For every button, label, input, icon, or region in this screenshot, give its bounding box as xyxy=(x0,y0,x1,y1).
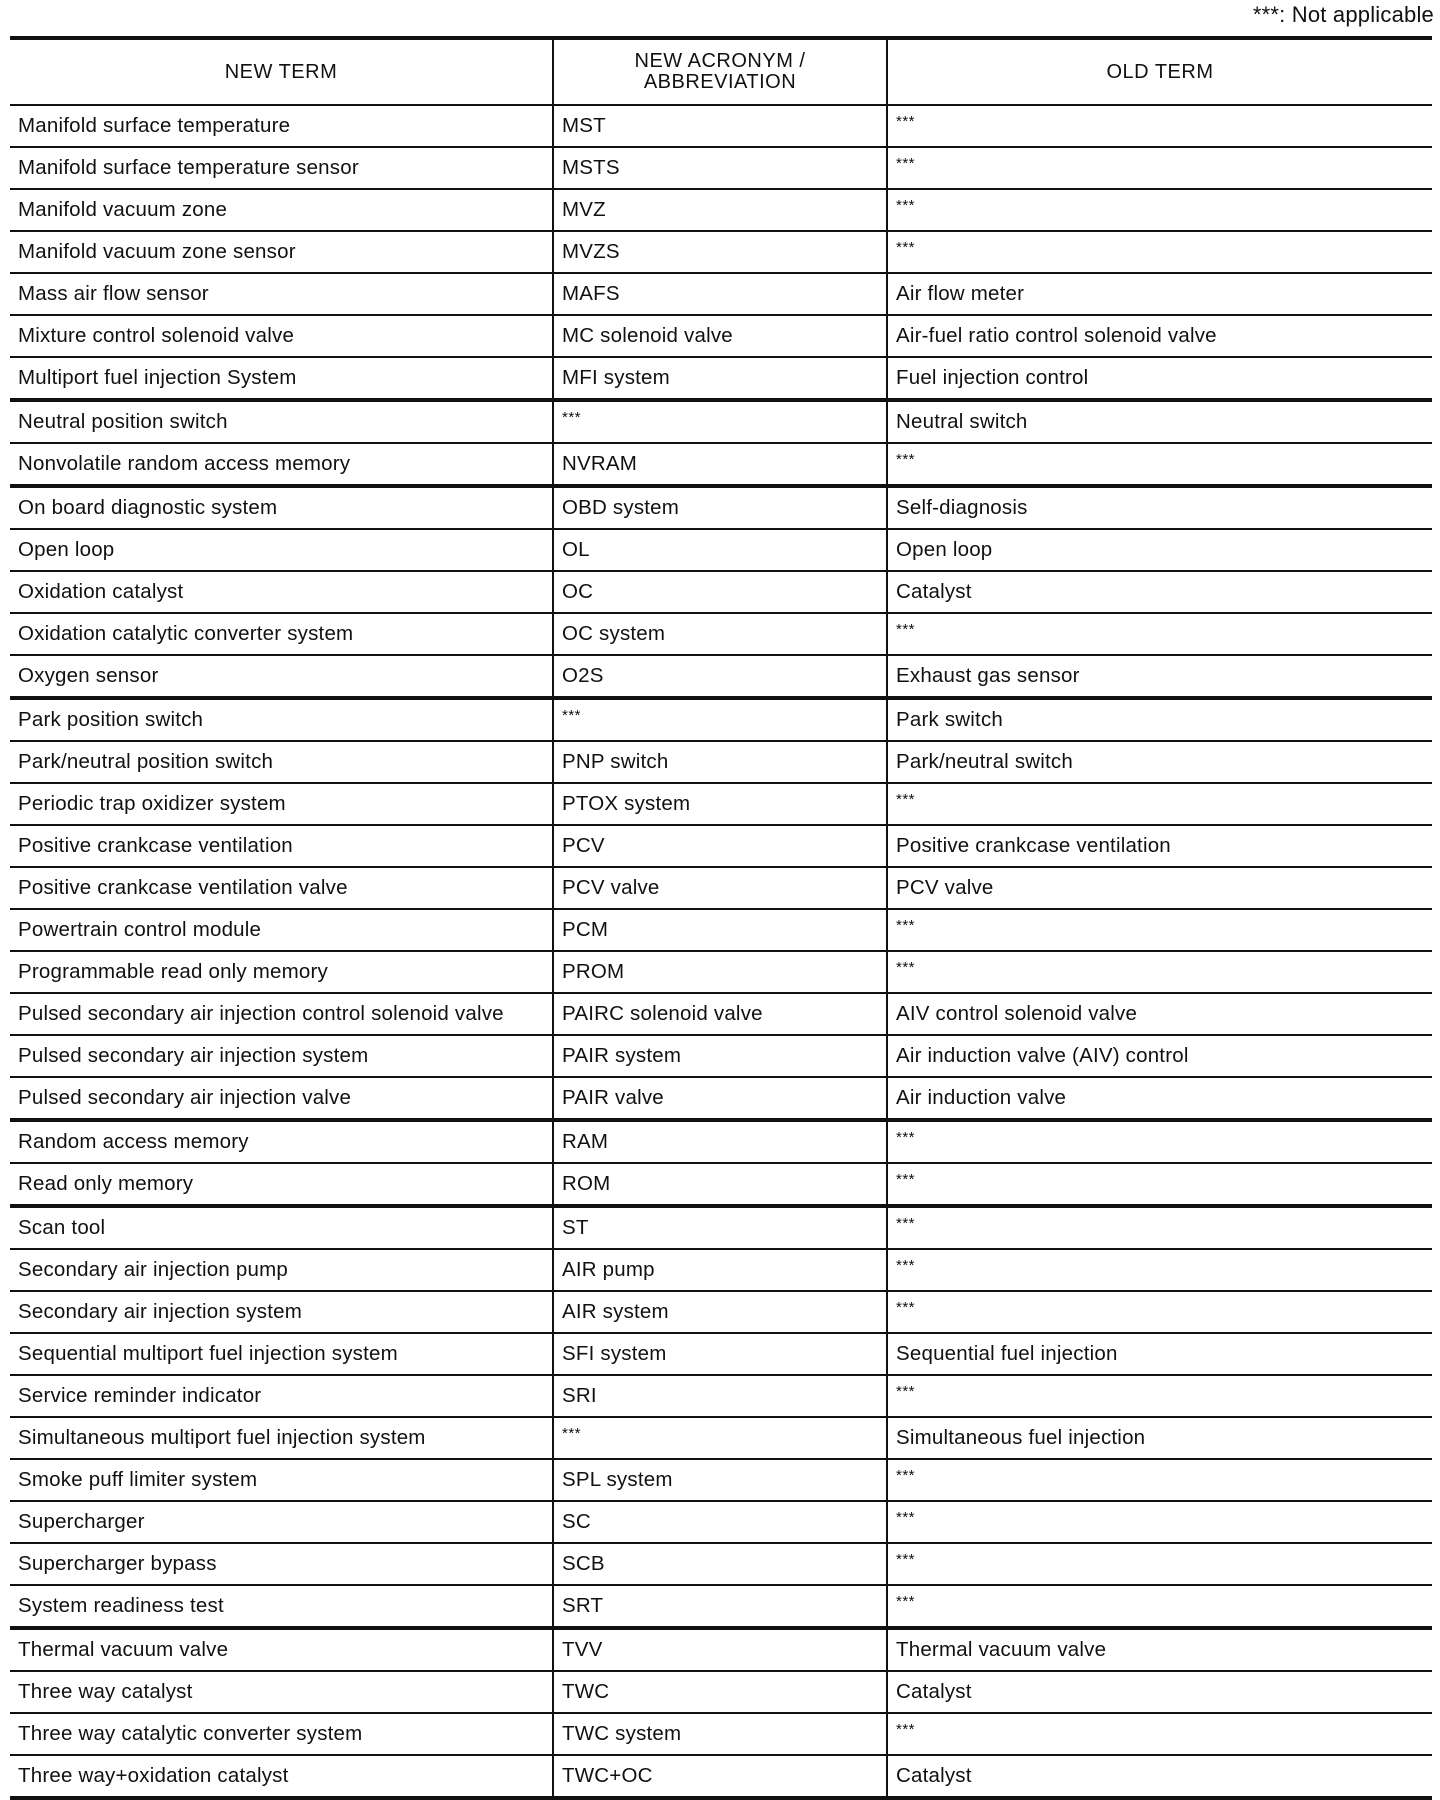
cell-new-term: Manifold vacuum zone sensor xyxy=(10,231,553,273)
cell-old-term xyxy=(887,1585,1432,1628)
not-applicable-mark: *** xyxy=(562,706,582,724)
table-row xyxy=(10,571,1432,613)
table-row xyxy=(10,1713,1432,1755)
cell-new-term: Positive crankcase ventilation valve xyxy=(10,867,553,909)
cell-new-term: Positive crankcase ventilation xyxy=(10,825,553,867)
table-row xyxy=(10,1671,1432,1713)
cell-old-term: Neutral switch xyxy=(887,400,1432,443)
cell-acronym: PAIRC solenoid valve xyxy=(553,993,887,1035)
not-applicable-mark: *** xyxy=(896,450,916,468)
table-row xyxy=(10,400,1432,443)
cell-acronym: MC solenoid valve xyxy=(553,315,887,357)
cell-old-term: Simultaneous fuel injection xyxy=(887,1417,1432,1459)
cell-new-term: Three way catalyst xyxy=(10,1671,553,1713)
cell-new-term: On board diagnostic system xyxy=(10,486,553,529)
table-row xyxy=(10,825,1432,867)
cell-new-term: Multiport fuel injection System xyxy=(10,357,553,400)
not-applicable-mark: *** xyxy=(896,112,916,130)
table-row xyxy=(10,1375,1432,1417)
cell-old-term: Park/neutral switch xyxy=(887,741,1432,783)
cell-old-term: Thermal vacuum valve xyxy=(887,1628,1432,1671)
table-row xyxy=(10,909,1432,951)
cell-acronym: TWC system xyxy=(553,1713,887,1755)
not-applicable-mark: *** xyxy=(896,196,916,214)
table-row xyxy=(10,655,1432,698)
table-row xyxy=(10,105,1432,147)
cell-acronym: NVRAM xyxy=(553,443,887,486)
table-row xyxy=(10,698,1432,741)
cell-acronym: SFI system xyxy=(553,1333,887,1375)
cell-new-term: Scan tool xyxy=(10,1206,553,1249)
cell-old-term xyxy=(887,1375,1432,1417)
cell-new-term: Neutral position switch xyxy=(10,400,553,443)
cell-new-term: Park position switch xyxy=(10,698,553,741)
table-row xyxy=(10,147,1432,189)
table-row xyxy=(10,1417,1432,1459)
cell-old-term xyxy=(887,443,1432,486)
cell-acronym: MAFS xyxy=(553,273,887,315)
not-applicable-mark: *** xyxy=(896,1256,916,1274)
cell-acronym: O2S xyxy=(553,655,887,698)
cell-old-term: Air-fuel ratio control solenoid valve xyxy=(887,315,1432,357)
table-row xyxy=(10,529,1432,571)
cell-old-term xyxy=(887,909,1432,951)
table-row xyxy=(10,1206,1432,1249)
cell-acronym: ST xyxy=(553,1206,887,1249)
cell-new-term: Oxygen sensor xyxy=(10,655,553,698)
cell-old-term: Air induction valve (AIV) control xyxy=(887,1035,1432,1077)
table-row xyxy=(10,993,1432,1035)
cell-old-term xyxy=(887,189,1432,231)
table-body xyxy=(10,105,1432,1798)
not-applicable-mark: *** xyxy=(896,238,916,256)
cell-acronym: PAIR valve xyxy=(553,1077,887,1120)
cell-acronym: ROM xyxy=(553,1163,887,1206)
table-row xyxy=(10,951,1432,993)
cell-old-term: Exhaust gas sensor xyxy=(887,655,1432,698)
cell-new-term: Read only memory xyxy=(10,1163,553,1206)
cell-new-term: Pulsed secondary air injection valve xyxy=(10,1077,553,1120)
table-header-row xyxy=(10,38,1432,105)
table-row xyxy=(10,783,1432,825)
cell-acronym: PAIR system xyxy=(553,1035,887,1077)
cell-new-term: Park/neutral position switch xyxy=(10,741,553,783)
cell-acronym: AIR pump xyxy=(553,1249,887,1291)
cell-acronym: MVZ xyxy=(553,189,887,231)
not-applicable-legend: ***: Not applicable xyxy=(1252,2,1434,27)
not-applicable-mark: *** xyxy=(896,916,916,934)
cell-acronym: PROM xyxy=(553,951,887,993)
cell-new-term: Mixture control solenoid valve xyxy=(10,315,553,357)
cell-old-term xyxy=(887,951,1432,993)
cell-old-term xyxy=(887,1206,1432,1249)
table-row xyxy=(10,1120,1432,1163)
header-new-acronym xyxy=(553,38,887,105)
table-row xyxy=(10,1163,1432,1206)
cell-old-term xyxy=(887,1163,1432,1206)
table-row xyxy=(10,1333,1432,1375)
cell-old-term xyxy=(887,1501,1432,1543)
table-row xyxy=(10,486,1432,529)
terminology-table xyxy=(10,36,1432,1800)
header-acronym-line1: NEW ACRONYM / xyxy=(634,50,806,72)
cell-old-term xyxy=(887,231,1432,273)
not-applicable-mark: *** xyxy=(896,1128,916,1146)
cell-acronym: PTOX system xyxy=(553,783,887,825)
cell-old-term: Catalyst xyxy=(887,1755,1432,1798)
cell-new-term: Smoke puff limiter system xyxy=(10,1459,553,1501)
table-row xyxy=(10,1249,1432,1291)
cell-acronym xyxy=(553,400,887,443)
cell-new-term: Sequential multiport fuel injection system xyxy=(10,1333,553,1375)
header-acronym-line2: ABBREVIATION xyxy=(643,71,797,93)
cell-old-term xyxy=(887,1459,1432,1501)
not-applicable-mark: *** xyxy=(896,1592,916,1610)
cell-old-term xyxy=(887,105,1432,147)
cell-acronym: SPL system xyxy=(553,1459,887,1501)
table-row xyxy=(10,1585,1432,1628)
cell-old-term: Positive crankcase ventilation xyxy=(887,825,1432,867)
table-row xyxy=(10,1543,1432,1585)
not-applicable-mark: *** xyxy=(896,1508,916,1526)
header-new-term: NEW TERM xyxy=(10,38,553,105)
cell-acronym: OBD system xyxy=(553,486,887,529)
table-row xyxy=(10,1501,1432,1543)
cell-new-term: Pulsed secondary air injection control solenoid valve xyxy=(10,993,553,1035)
cell-old-term: Sequential fuel injection xyxy=(887,1333,1432,1375)
cell-acronym: MSTS xyxy=(553,147,887,189)
cell-new-term: Open loop xyxy=(10,529,553,571)
cell-old-term: Air flow meter xyxy=(887,273,1432,315)
not-applicable-mark: *** xyxy=(562,408,582,426)
cell-old-term: Park switch xyxy=(887,698,1432,741)
cell-acronym: PCV xyxy=(553,825,887,867)
header-old-term: OLD TERM xyxy=(887,38,1432,105)
cell-new-term: Powertrain control module xyxy=(10,909,553,951)
cell-old-term xyxy=(887,613,1432,655)
cell-new-term: Supercharger xyxy=(10,1501,553,1543)
cell-new-term: Pulsed secondary air injection system xyxy=(10,1035,553,1077)
not-applicable-mark: *** xyxy=(562,1424,582,1442)
cell-new-term: Nonvolatile random access memory xyxy=(10,443,553,486)
not-applicable-mark: *** xyxy=(896,1214,916,1232)
not-applicable-mark: *** xyxy=(896,1720,916,1738)
not-applicable-mark: *** xyxy=(896,620,916,638)
cell-old-term: Catalyst xyxy=(887,1671,1432,1713)
table-row xyxy=(10,613,1432,655)
cell-new-term: Oxidation catalytic converter system xyxy=(10,613,553,655)
not-applicable-mark: *** xyxy=(896,1382,916,1400)
cell-acronym: PCM xyxy=(553,909,887,951)
cell-old-term: Fuel injection control xyxy=(887,357,1432,400)
table-row xyxy=(10,1628,1432,1671)
table-row xyxy=(10,189,1432,231)
cell-acronym: SRT xyxy=(553,1585,887,1628)
cell-acronym: SCB xyxy=(553,1543,887,1585)
not-applicable-mark: *** xyxy=(896,1170,916,1188)
cell-new-term: Secondary air injection pump xyxy=(10,1249,553,1291)
cell-old-term xyxy=(887,1120,1432,1163)
cell-new-term: Secondary air injection system xyxy=(10,1291,553,1333)
not-applicable-mark: *** xyxy=(896,1298,916,1316)
not-applicable-mark: *** xyxy=(896,790,916,808)
cell-acronym: OL xyxy=(553,529,887,571)
cell-new-term: Oxidation catalyst xyxy=(10,571,553,613)
cell-acronym: OC xyxy=(553,571,887,613)
cell-acronym xyxy=(553,698,887,741)
cell-new-term: Supercharger bypass xyxy=(10,1543,553,1585)
cell-acronym: MFI system xyxy=(553,357,887,400)
cell-new-term: System readiness test xyxy=(10,1585,553,1628)
cell-old-term xyxy=(887,1291,1432,1333)
cell-new-term: Random access memory xyxy=(10,1120,553,1163)
cell-old-term xyxy=(887,1249,1432,1291)
cell-new-term: Programmable read only memory xyxy=(10,951,553,993)
cell-acronym: SC xyxy=(553,1501,887,1543)
table-row xyxy=(10,273,1432,315)
cell-acronym xyxy=(553,1417,887,1459)
cell-new-term: Service reminder indicator xyxy=(10,1375,553,1417)
not-applicable-mark: *** xyxy=(896,1550,916,1568)
table-row xyxy=(10,1077,1432,1120)
cell-new-term: Manifold surface temperature sensor xyxy=(10,147,553,189)
cell-new-term: Manifold surface temperature xyxy=(10,105,553,147)
cell-acronym: RAM xyxy=(553,1120,887,1163)
cell-old-term: Self-diagnosis xyxy=(887,486,1432,529)
cell-new-term: Manifold vacuum zone xyxy=(10,189,553,231)
table-row xyxy=(10,443,1432,486)
table-row xyxy=(10,741,1432,783)
not-applicable-mark: *** xyxy=(896,1466,916,1484)
cell-old-term: AIV control solenoid valve xyxy=(887,993,1432,1035)
cell-acronym: TVV xyxy=(553,1628,887,1671)
table-row xyxy=(10,1755,1432,1798)
cell-old-term xyxy=(887,783,1432,825)
cell-acronym: TWC xyxy=(553,1671,887,1713)
table-row xyxy=(10,1035,1432,1077)
cell-new-term: Periodic trap oxidizer system xyxy=(10,783,553,825)
table-row xyxy=(10,315,1432,357)
table-row xyxy=(10,231,1432,273)
cell-acronym: AIR system xyxy=(553,1291,887,1333)
cell-acronym: OC system xyxy=(553,613,887,655)
cell-acronym: SRI xyxy=(553,1375,887,1417)
table-row xyxy=(10,357,1432,400)
cell-old-term: PCV valve xyxy=(887,867,1432,909)
table-row xyxy=(10,1459,1432,1501)
not-applicable-mark: *** xyxy=(896,154,916,172)
table-row xyxy=(10,1291,1432,1333)
not-applicable-mark: *** xyxy=(896,958,916,976)
table-row xyxy=(10,867,1432,909)
cell-acronym: TWC+OC xyxy=(553,1755,887,1798)
cell-new-term: Three way+oxidation catalyst xyxy=(18,1764,289,1787)
cell-new-term: Simultaneous multiport fuel injection system xyxy=(10,1417,553,1459)
cell-acronym: MST xyxy=(553,105,887,147)
cell-acronym: MVZS xyxy=(553,231,887,273)
cell-old-term xyxy=(887,1713,1432,1755)
cell-old-term xyxy=(887,147,1432,189)
cell-old-term: Catalyst xyxy=(887,571,1432,613)
cell-new-term: Three way catalytic converter system xyxy=(10,1713,553,1755)
cell-new-term: Mass air flow sensor xyxy=(10,273,553,315)
cell-acronym: PNP switch xyxy=(553,741,887,783)
cell-acronym: PCV valve xyxy=(553,867,887,909)
cell-new-term: Thermal vacuum valve xyxy=(10,1628,553,1671)
cell-old-term xyxy=(887,1543,1432,1585)
cell-old-term: Air induction valve xyxy=(887,1077,1432,1120)
cell-old-term: Open loop xyxy=(887,529,1432,571)
